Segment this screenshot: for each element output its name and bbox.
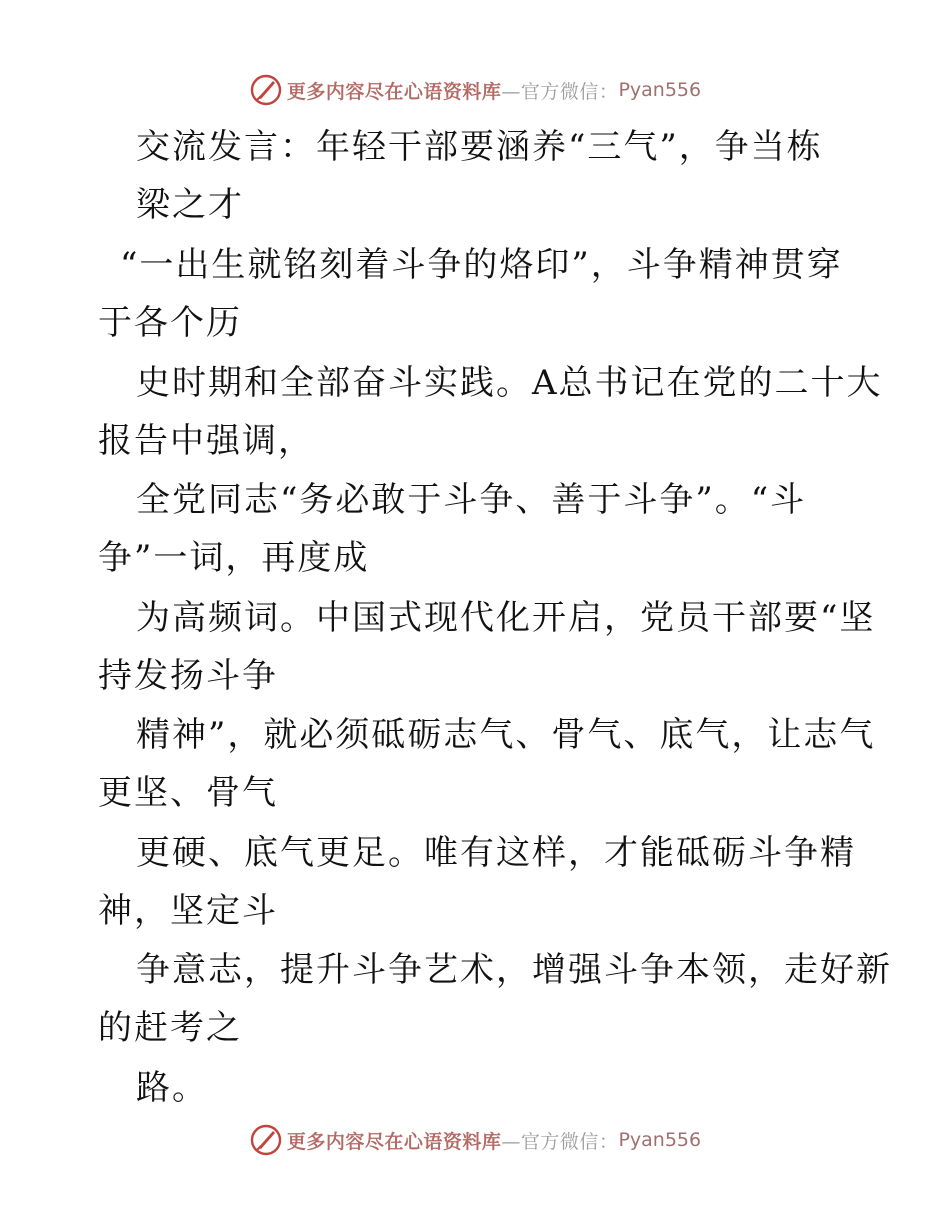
text-line: 史时期和全部奋斗实践。A总书记在党的二十大 [136, 363, 883, 403]
text-line: 报告中强调， [98, 421, 314, 461]
text-line: 的赶考之 [98, 1008, 242, 1048]
watermark-official-label: —官方微信： [501, 80, 619, 103]
text-line: 为高频词。中国式现代化开启，党员干部要“坚 [136, 598, 876, 638]
text-line: 交流发言：年轻干部要涵养“三气”，争当栋 [136, 127, 823, 167]
text-line: “一出生就铭刻着斗争的烙印”，斗争精神贯穿 [120, 245, 843, 285]
watermark-brand-text: 更多内容尽在心语资料库 [286, 80, 502, 103]
text-line: 梁之才 [136, 185, 244, 225]
text-line: 争”一词，再度成 [98, 538, 370, 578]
quill-circle-icon [249, 1123, 283, 1157]
watermark-brand-text: 更多内容尽在心语资料库 [286, 1130, 502, 1153]
watermark-official-label: —官方微信： [501, 1130, 619, 1153]
watermark-wechat-handle: Pyan556 [618, 79, 702, 101]
watermark-wechat-handle: Pyan556 [618, 1129, 702, 1151]
watermark-banner-bottom [0, 1120, 950, 1160]
text-line: 神，坚定斗 [98, 891, 278, 931]
text-line: 持发扬斗争 [98, 656, 278, 696]
text-line: 全党同志“务必敢于斗争、善于斗争”。“斗 [136, 480, 807, 520]
text-line: 精神”，就必须砥砺志气、骨气、底气，让志气 [136, 715, 876, 755]
text-line: 于各个历 [98, 303, 242, 343]
text-line: 争意志，提升斗争艺术，增强斗争本领，走好新 [136, 950, 892, 990]
text-line: 更硬、底气更足。唯有这样，才能砥砺斗争精 [136, 833, 856, 873]
text-line: 更坚、骨气 [98, 773, 278, 813]
text-line: 路。 [136, 1068, 208, 1108]
